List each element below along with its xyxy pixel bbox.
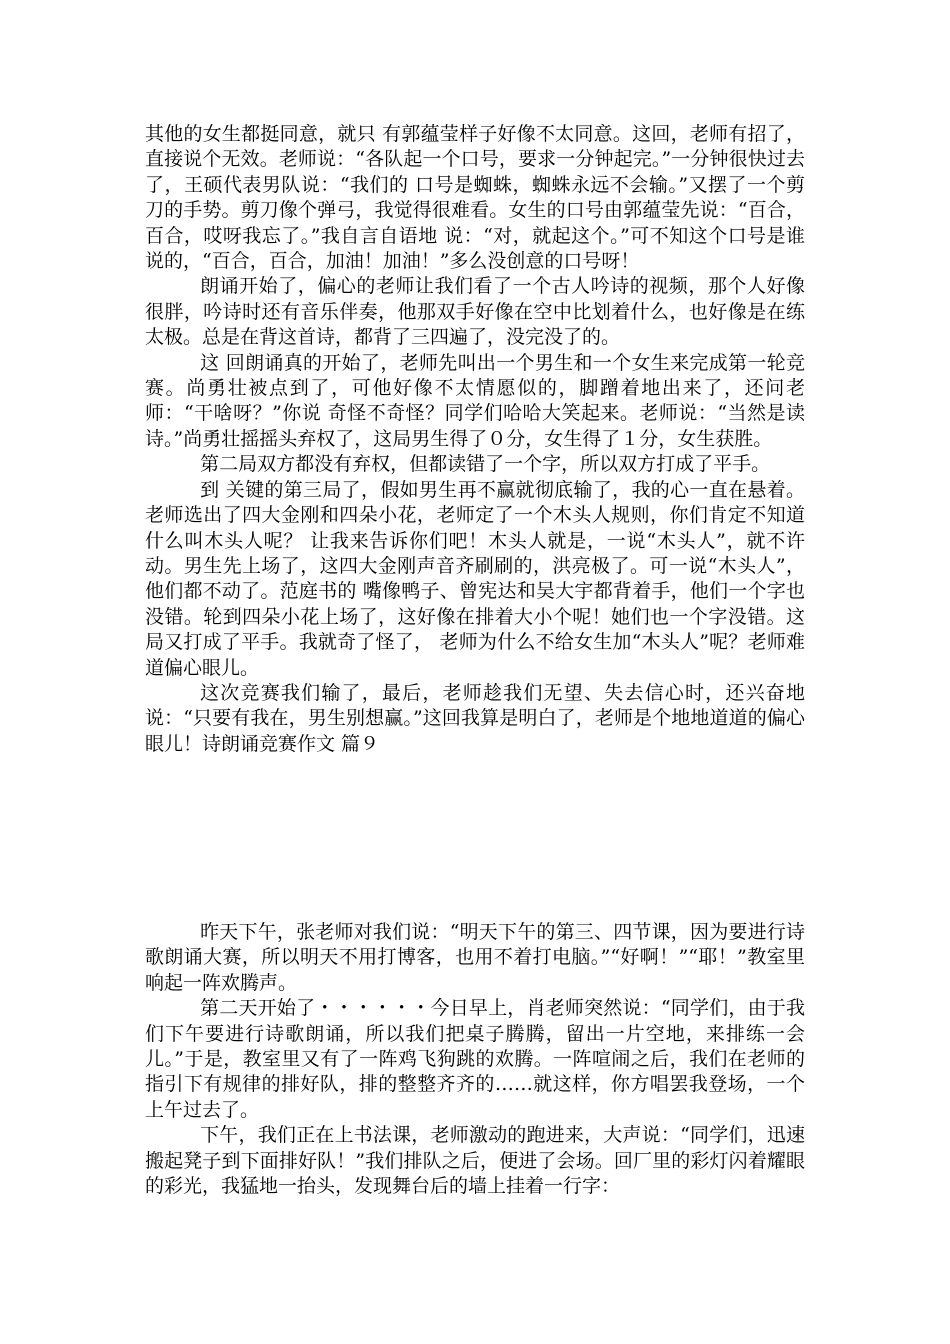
- paragraph: 其他的女生都挺同意，就只 有郭蕴莹样子好像不太同意。这回，老师有招了，直接说个无效。老师说：“各队起一个口号，要求一分钟起完。”一分钟很快过去了，王硕代表男队说：“我们的 口号是蜘蛛，蜘蛛永远不会输。”又摆了一个剪刀的手势。剪刀像个弹弓，我觉得很难看。女生的口号由郭蕴莹先说：“百合，百合，哎呀我忘了。”我自言自语地 说：“对，就起这个。”可不知这个口号是谁说的，“百合，百合，加油！加油！”多么没创意的口号呀！: [145, 123, 805, 273]
- paragraph: 下午，我们正在上书法课，老师激动的跑进来，大声说：“同学们，迅速搬起凳子到下面排好队！”我们排队之后，便进了会场。回厂里的彩灯闪着耀眼的彩光，我猛地一抬头，发现舞台后的墙上挂着一行字：: [145, 1124, 805, 1198]
- paragraph: 朗诵开始了，偏心的老师让我们看了一个古人吟诗的视频，那个人好像很胖，吟诗时还有音乐伴奏，他那双手好像在空中比划着什么，也好像是在练太极。总是在背这首诗，都背了三四遍了，没完没了的。: [145, 275, 805, 349]
- essay-section-1: [145, 122, 805, 757]
- paragraph: 到 关键的第三局了，假如男生再不赢就彻底输了，我的心一直在悬着。老师选出了四大金刚和四朵小花，老师定了一个木头人规则，你们肯定不知道什么叫木头人呢？ 让我来告诉你们吧！木头人就是，一说“木头人”，就不许动。男生先上场了，这四大金刚声音齐刷刷的，洪亮极了。可一说“木头人”，他们都不动了。范庭书的 嘴像鸭子、曾宪达和吴大宇都背着手，他们一个字也没错。轮到四朵小花上场了，这好像在排着大小个呢！她们也一个字没错。这局又打成了平手。我就奇了怪了， 老师为什么不给女生加“木头人”呢？老师难道偏心眼儿。: [145, 478, 805, 679]
- paragraph: 第二天开始了・・・・・・今日早上，肖老师突然说：“同学们，由于我们下午要进行诗歌朗诵，所以我们把桌子腾腾，留出一片空地，来排练一会儿。”于是，教室里又有了一阵鸡飞狗跳的欢腾。一阵喧闹之后，我们在老师的指引下有规律的排好队，排的整整齐齐的……就这样，你方唱罢我登场，一个上午过去了。: [145, 997, 805, 1121]
- paragraph: 这 回朗诵真的开始了，老师先叫出一个男生和一个女生来完成第一轮竞赛。尚勇壮被点到了，可他好像不太情愿似的，脚蹭着地出来了，还问老师：“干啥呀？”你说 奇怪不奇怪？同学们哈哈大笑起来。老师说：“当然是读诗。”尚勇壮摇摇头弃权了，这局男生得了０分，女生得了１分，女生获胜。: [145, 351, 805, 450]
- paragraph: 第二局双方都没有弃权，但都读错了一个字，所以双方打成了平手。: [200, 453, 771, 476]
- paragraph: 昨天下午，张老师对我们说：“明天下午的第三、四节课，因为要进行诗歌朗诵大赛，所以明天不用打博客，也用不着打电脑。”“好啊！”“耶！”教室里响起一阵欢腾声。: [145, 921, 805, 994]
- essay-section-2: [145, 920, 805, 1199]
- paragraph: 这次竞赛我们输了，最后，老师趁我们无望、失去信心时，还兴奋地说：“只要有我在，男生别想赢。”这回我算是明白了，老师是个地地道道的偏心眼儿！诗朗诵竞赛作文 篇９: [145, 681, 805, 755]
